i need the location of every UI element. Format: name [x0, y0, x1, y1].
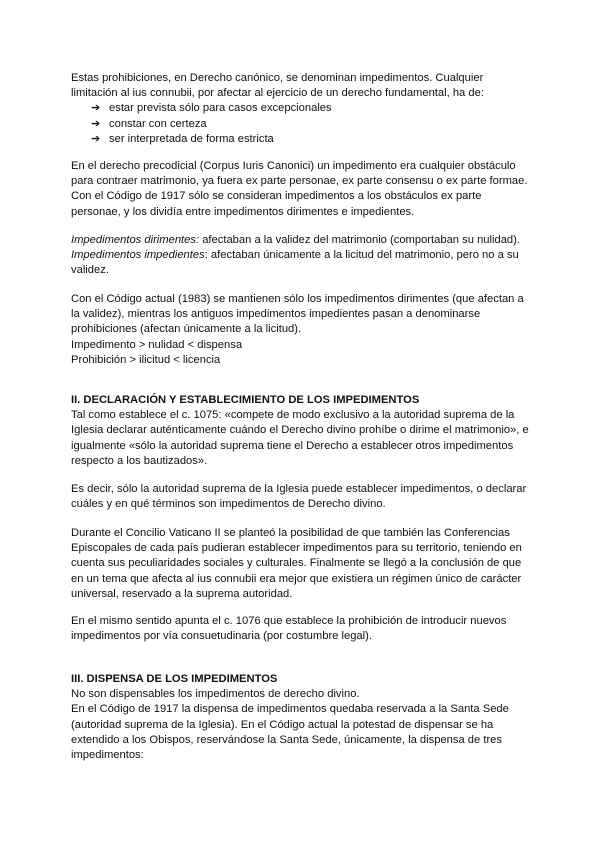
text-line: En el mismo sentido apunta el c. 1076 que establece la prohibición de introducir nuevos [71, 615, 507, 627]
text-line: impedimentos por vía consuetudinaria (por costumbre legal). [71, 630, 372, 643]
text-line: (autoridad suprema de la Iglesia). En el Código actual la potestad de dispensar se ha [71, 718, 494, 731]
intro-line: Estas prohibiciones, en Derecho canónico, se denominan impedimentos. Cualquier [71, 72, 484, 84]
text-line: Prohibición > ilicitud < licencia [71, 353, 221, 366]
text-line: impedimentos: [71, 749, 144, 762]
text-line: Con el Código de 1917 sólo se consideran impedimentos a los obstáculos ex parte [71, 190, 482, 203]
list-item-text: estar prevista sólo para casos excepcionales [109, 102, 332, 115]
text-line: Episcopales de cada país pudieran establecer impedimentos para su territorio, teniendo en [71, 542, 522, 555]
intro-paragraph [71, 71, 541, 147]
text-line: cuáles y en qué términos son impedimentos de Derecho divino. [71, 498, 386, 511]
section-2 [71, 393, 541, 469]
dirimentes-text: afectaban a la validez del matrimonio (comportaban su nulidad). [199, 234, 520, 246]
section-3 [71, 672, 541, 763]
text-line: No son dispensables los impedimentos de derecho divino. [71, 688, 360, 701]
text-line: igualmente «sólo la autoridad suprema tiene el Derecho a establecer otros impedimentos [71, 439, 514, 452]
text-line: respecto a los bautizados». [71, 454, 208, 467]
list-item-text: constar con certeza [109, 117, 207, 130]
text-line: para contraer matrimonio, ya fuera ex parte personae, ex parte consensu o ex parte formae. [71, 175, 528, 188]
text-line: la validez), mientras los antiguos impedimentos impedientes pasan a denominarse [71, 308, 481, 321]
text-line: Impedimento > nulidad < dispensa [71, 338, 243, 351]
list-item [91, 101, 541, 116]
section-2-paragraph-4 [71, 614, 541, 644]
list-item [91, 117, 541, 132]
text-line: Con el Código actual (1983) se mantienen sólo los impedimentos dirimentes (que afectan a [71, 293, 524, 305]
text-line: Durante el Concilio Vaticano II se planteó la posibilidad de que también las Conferencias [71, 527, 510, 539]
arrow-icon: ➔ [91, 132, 101, 145]
text-line: Iglesia declarar auténticamente cuándo el Derecho divino prohíbe o dirime el matrimonio», e [71, 424, 529, 437]
impedientes-label: Impedimentos impedientes [71, 249, 205, 262]
list-item-text: ser interpretada de forma estricta [109, 132, 274, 145]
text-line: Tal como establece el c. 1075: «compete de modo exclusivo a la autoridad suprema de la [71, 409, 515, 422]
section-2-paragraph-3 [71, 526, 541, 602]
text-line [71, 248, 541, 263]
impedientes-text: : afectaban únicamente a la licitud del matrimonio, pero no a su [204, 249, 519, 262]
arrow-icon: ➔ [91, 117, 101, 130]
impediment-types-paragraph [71, 233, 541, 279]
section-2-paragraph-2 [71, 482, 541, 512]
dirimentes-label: Impedimentos dirimentes: [71, 234, 200, 246]
requirements-list [91, 101, 541, 147]
current-code-paragraph [71, 292, 541, 368]
text-line: cuenta sus peculiaridades sociales y culturales. Finalmente se llegó a la conclusión de que [71, 557, 522, 570]
text-line: prohibiciones (afectan únicamente a la licitud). [71, 323, 302, 336]
text-line: validez. [71, 264, 109, 277]
arrow-icon: ➔ [91, 102, 101, 115]
precodicial-paragraph [71, 159, 541, 220]
text-line: universal, reservado a la suprema autoridad. [71, 587, 293, 600]
list-item [91, 132, 541, 147]
intro-line: limitación al ius connubii, por afectar al ejercicio de un derecho fundamental, ha de: [71, 87, 484, 100]
text-line: personae, y los dividía entre impedimentos dirimentes e impedientes. [71, 205, 415, 218]
text-line [71, 233, 541, 248]
text-line: en un tema que afecta al ius connubii era mejor que existiera un régimen único de carácter [71, 572, 522, 585]
text-line: Es decir, sólo la autoridad suprema de la Iglesia puede establecer impedimentos, o declarar [71, 483, 527, 495]
text-line: En el derecho precodicial (Corpus Iuris Canonici) un impedimento era cualquier obstáculo [71, 160, 516, 172]
section-heading: III. DISPENSA DE LOS IMPEDIMENTOS [71, 673, 278, 685]
text-line: En el Código de 1917 la dispensa de impedimentos quedaba reservada a la Santa Sede [71, 703, 509, 716]
section-heading: II. DECLARACIÓN Y ESTABLECIMIENTO DE LOS IMPEDIMENTOS [71, 394, 420, 406]
text-line: extendido a los Obispos, reservándose la Santa Sede, únicamente, la dispensa de tres [71, 733, 502, 746]
